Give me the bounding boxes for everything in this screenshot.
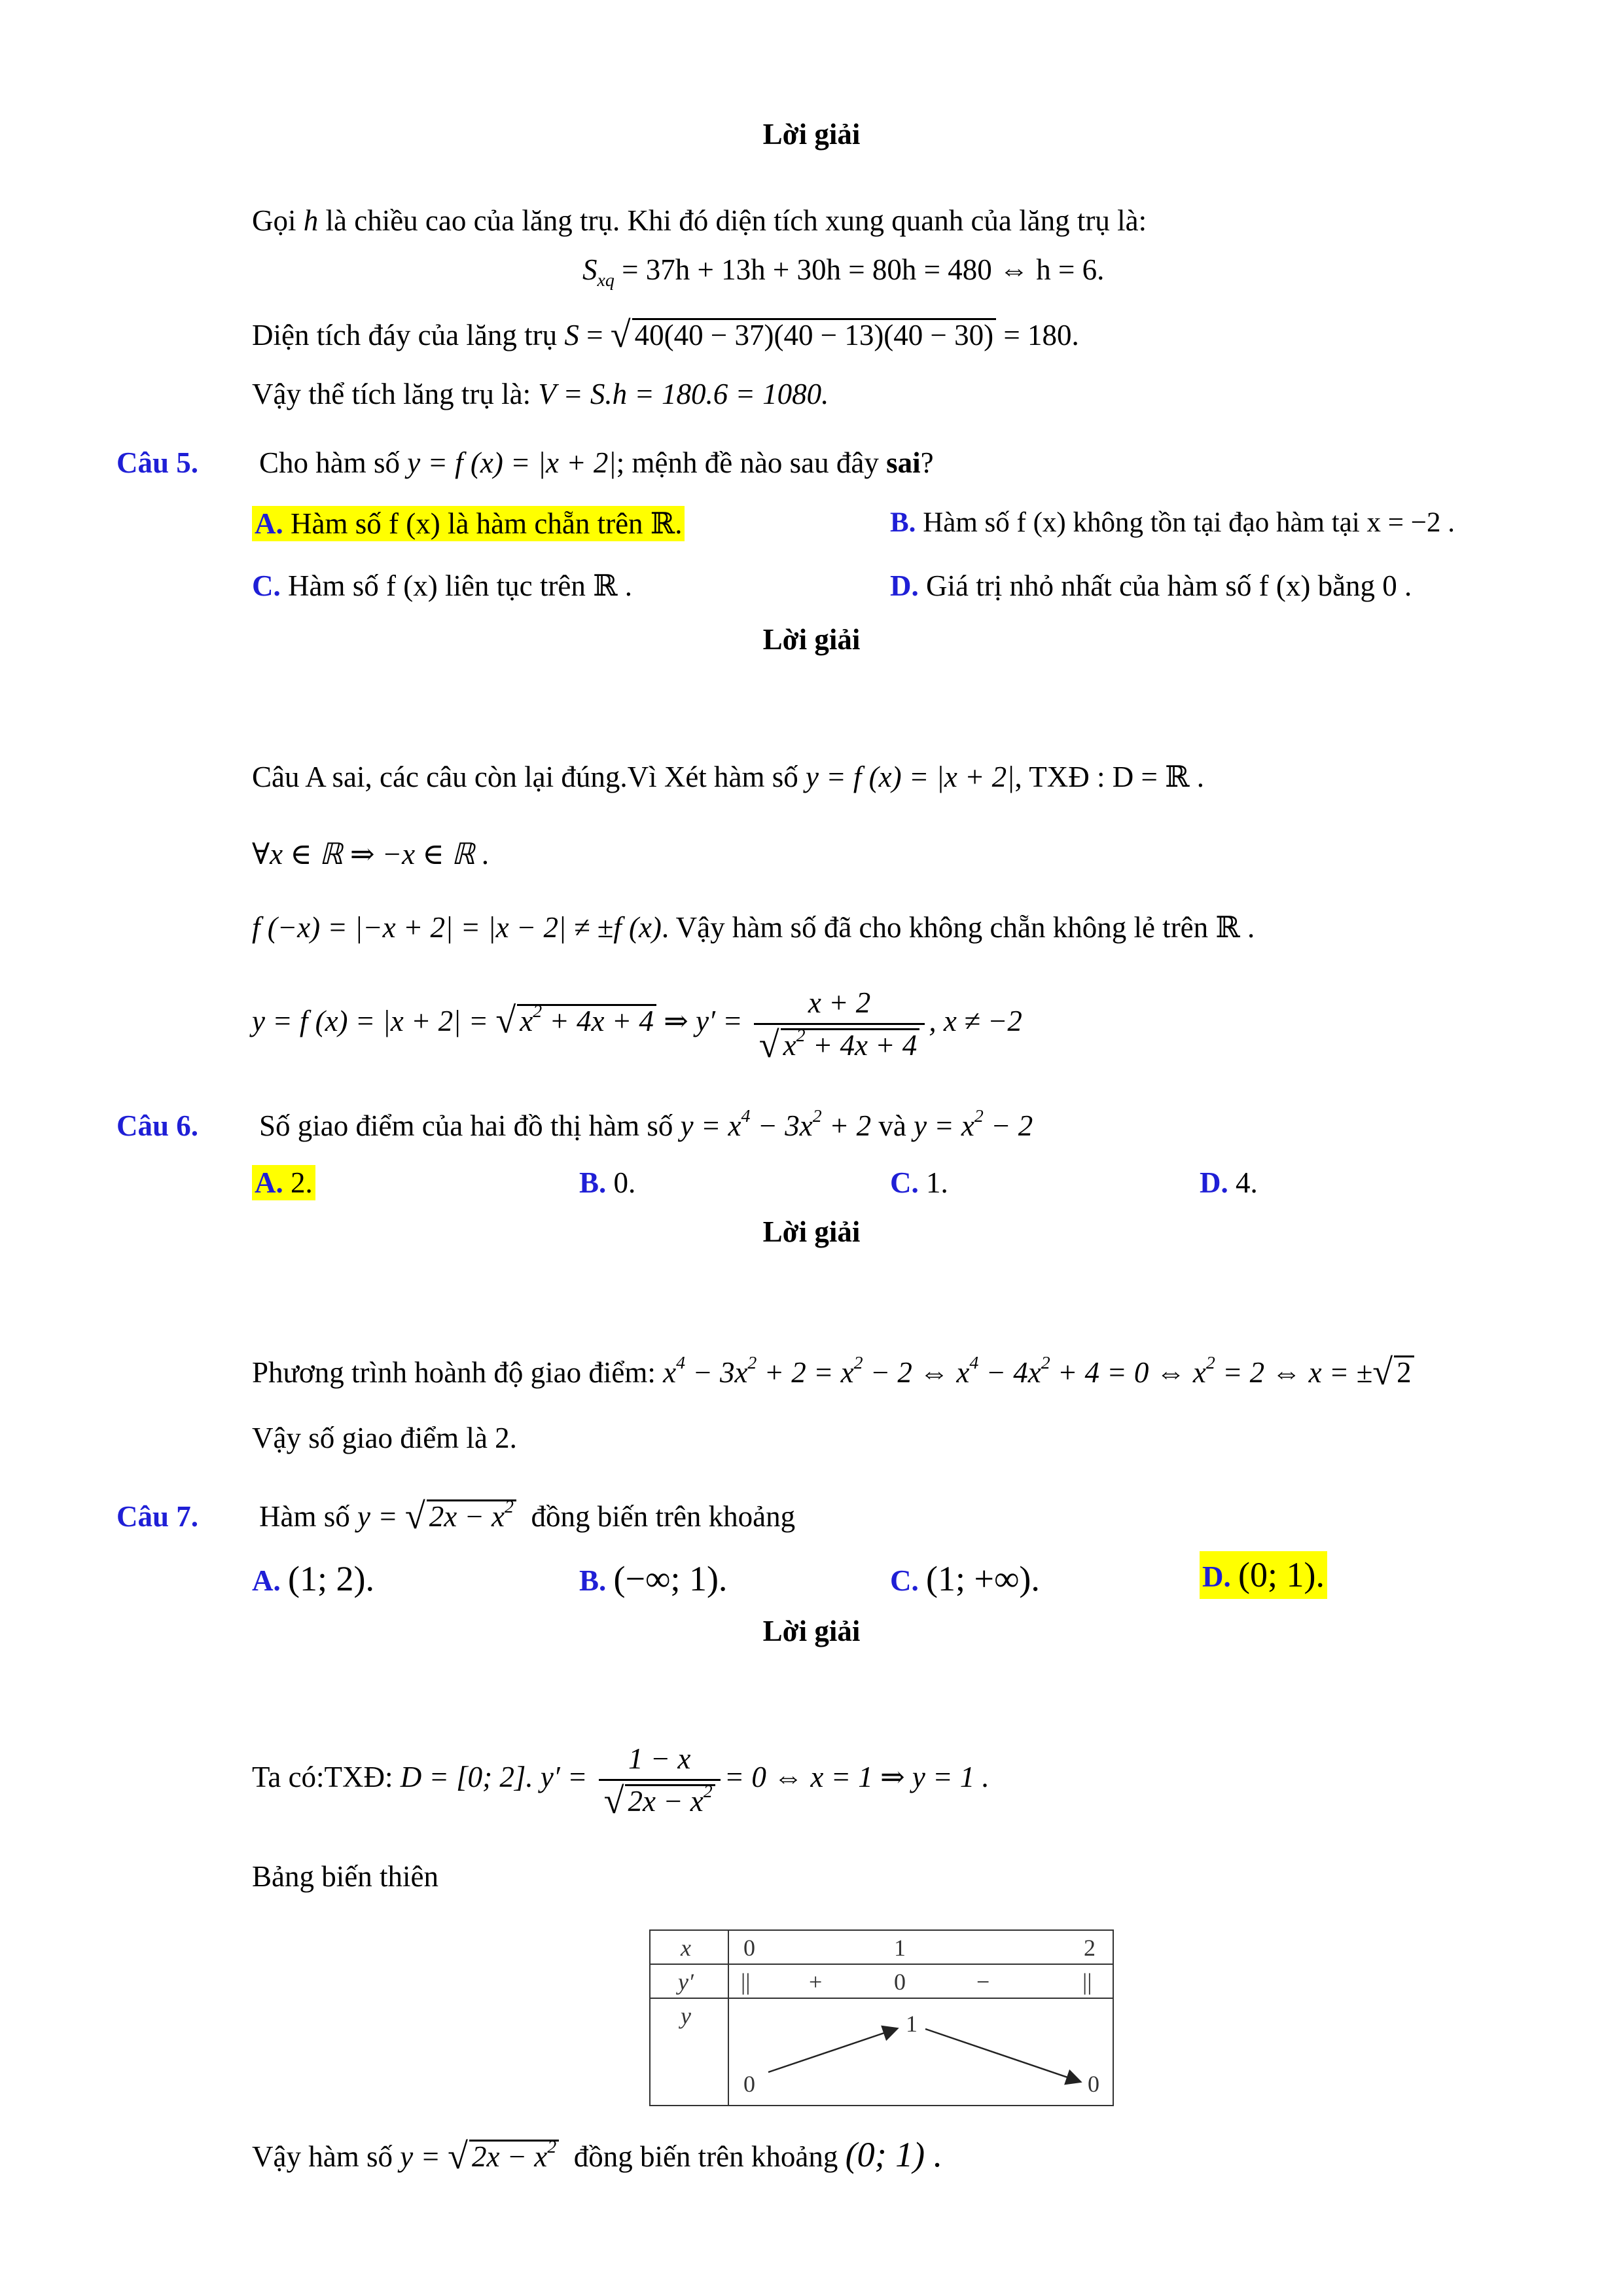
q7-option-d[interactable]: D. (0; 1). [1200,1551,1327,1599]
q6-option-a[interactable]: A. 2. [252,1165,315,1200]
table-header-x: x [650,1930,728,1964]
solution-heading-q7: Lời giải [762,1615,861,1647]
q5-solution-line-1: Câu A sai, các câu còn lại đúng.Vì Xét hàm số y = f (x) = |x + 2|, TXĐ : D = ℝ . [252,761,1204,793]
base-area-line: Diện tích đáy của lăng trụ S = √ 40(40 − 37)(40 − 13)(40 − 30) = 180. [252,314,1079,355]
table-header-yprime: y′ [650,1964,728,1998]
q6-option-d[interactable]: D. 4. [1200,1166,1258,1199]
q5-label: Câu 5. [116,446,199,479]
q7-option-c[interactable]: C. (1; +∞). [890,1559,1040,1598]
q5-solution-line-3: f (−x) = |−x + 2| = |x − 2| ≠ ±f (x). Vậy hàm số đã cho không chẵn không lẻ trên ℝ . [252,911,1255,944]
q7-conclusion: Vậy hàm số y = √ $2x - x^2$ đồng biến trên khoảng (0; 1) . [252,2135,943,2177]
q6-label: Câu 6. [116,1109,199,1142]
q5-solution-line-4: y = f (x) = |x + 2| = √ $x^2 + 4x + 4$ ⇒ y′ = $\frac{x + 2}{√ x^2 + 4x + 4}$ , x ≠ −2 [252,986,1022,1066]
volume-line: Vậy thể tích lăng trụ là: V = S.h = 180.6 = 1080. [252,378,829,410]
q6-option-b[interactable]: B. 0. [579,1166,636,1199]
q6-option-c[interactable]: C. 1. [890,1166,948,1199]
solution-heading-1: Lời giải [762,118,861,151]
q7-option-a[interactable]: A. (1; 2). [252,1559,374,1598]
q5-option-c[interactable]: C. Hàm số f (x) liên tục trên ℝ . [252,569,633,602]
variation-table [649,1929,1114,2106]
q7-solution-line-1: Ta có:TXĐ: D = [0; 2]. y′ = $\frac{1 - x}{√ 2x - x^2}$ = 0 ⇔ x = 1 ⇒ y = 1 . [252,1742,990,1821]
q7-derivative-fraction: $\frac{1 - x}{√ 2x - x^2}$ [599,1741,721,1819]
q5-option-b[interactable]: B. Hàm số f (x) không tồn tại đạo hàm tại x = −2 . [890,507,1455,538]
q6-stem: Số giao điểm của hai đồ thị hàm số $y = x^4 - 3x^2 + 2$ và $y = x^2 - 2$ [259,1106,1033,1142]
table-header-y: y [650,1998,728,2106]
q6-solution-line-1: Phương trình hoành độ giao điểm: $x^4 - 3x^2 + 2 = x^2 - 2$ ⇔ $x^4 - 4x^2 + 4 = 0$ ⇔ $x^2 = 2$ ⇔ x = ±√ 2 [252,1355,1414,1390]
lateral-area-equation: $S_{xq} = 37h + 13h + 30h = 80h = 480$ ⇔ h = 6. [582,253,1105,291]
intro-line-1: Gọi h là chiều cao của lăng trụ. Khi đó diện tích xung quanh của lăng trụ là: [252,204,1147,237]
table-yprime-row: || + 0 − || [728,1964,1113,1998]
q5-stem: Cho hàm số y = f (x) = |x + 2|; mệnh đề nào sau đây sai? [259,446,934,479]
q6-solution-line-2: Vậy số giao điểm là 2. [252,1422,517,1454]
solution-heading-q5: Lời giải [762,623,861,656]
q5-derivative-fraction: $\frac{x + 2}{√ x^2 + 4x + 4}$ [754,985,925,1063]
increasing-arrow [768,2029,896,2072]
q5-solution-line-2: ∀x ∈ ℝ ⇒ −x ∈ ℝ . [252,838,490,870]
q5-option-a[interactable]: A. Hàm số f (x) là hàm chẵn trên ℝ. [252,506,685,541]
table-x-row: 0 1 2 [728,1930,1113,1964]
q7-stem: Hàm số y = √ $2x - x^2$ đồng biến trên khoảng [259,1496,796,1537]
decreasing-arrow [925,2029,1079,2081]
variation-table-title: Bảng biến thiên [252,1860,438,1893]
variation-arrows [729,1999,1115,2106]
q7-label: Câu 7. [116,1500,199,1533]
table-y-row: 0 1 0 [728,1998,1113,2106]
q7-option-b[interactable]: B. (−∞; 1). [579,1559,728,1598]
q5-option-d[interactable]: D. Giá trị nhỏ nhất của hàm số f (x) bằng 0 . [890,569,1412,602]
solution-heading-q6: Lời giải [762,1215,861,1248]
